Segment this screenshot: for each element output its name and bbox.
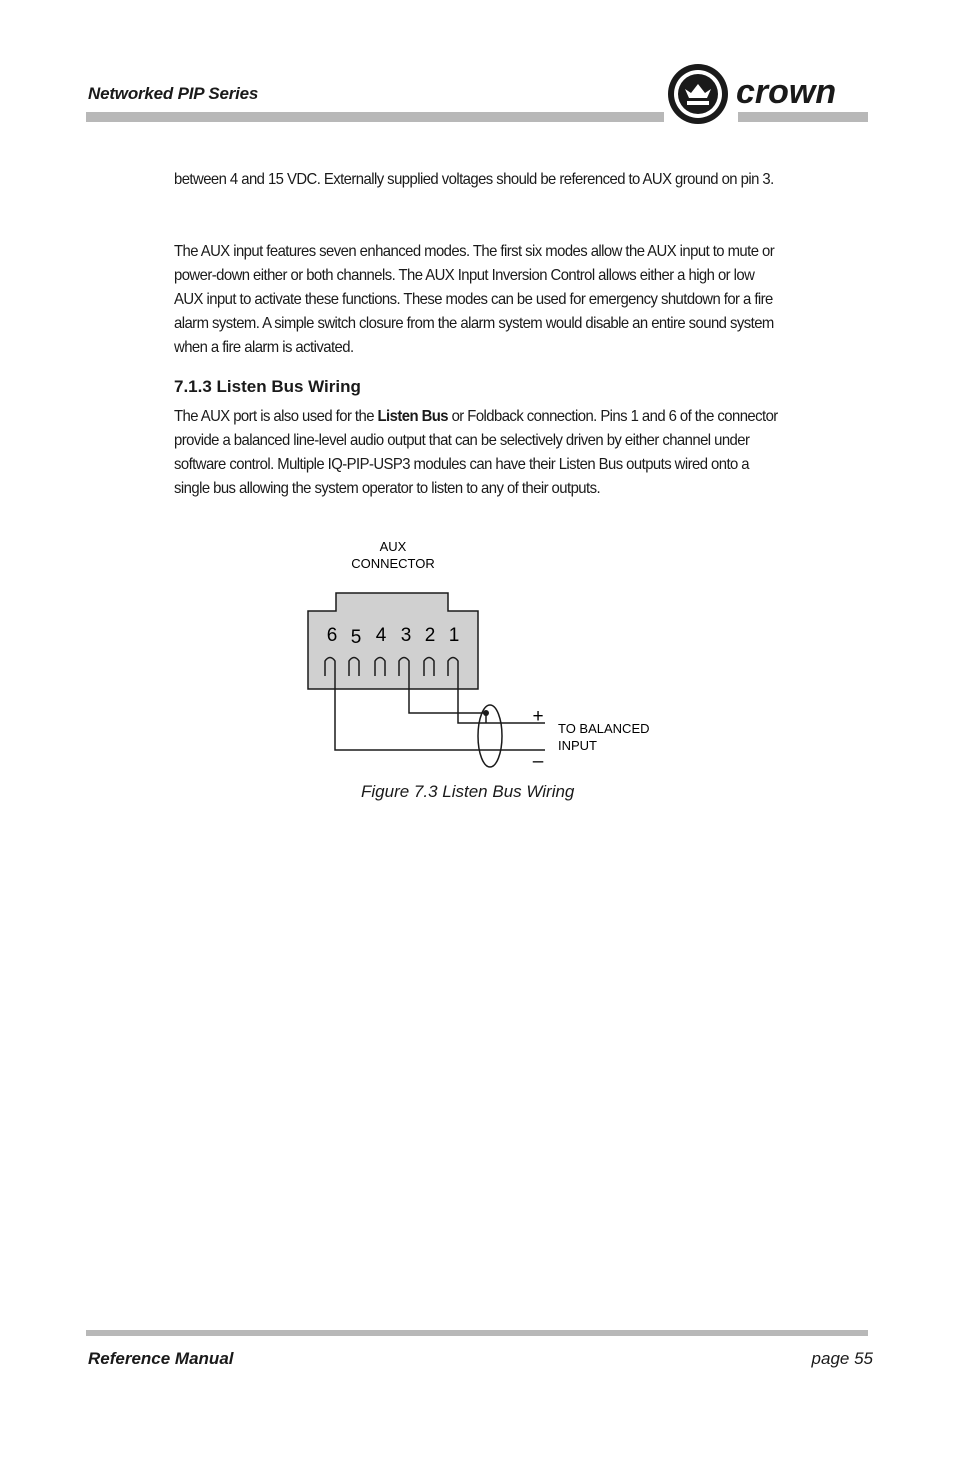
header-rule-left — [86, 112, 664, 122]
p3-text-after: or Foldback connection. Pins 1 and 6 of the connector provide a balanced line-level audio output that can be selectively driven by either channel under software control. Multiple IQ-PIP-USP3 modules can have their Listen Bus outputs wired onto a single bus allowing the system operator to listen to any of their outputs. — [174, 408, 778, 497]
paragraph-3 — [174, 405, 780, 501]
pin-number-5: 5 — [350, 627, 362, 648]
shield-ellipse — [478, 705, 502, 767]
shield-junction — [483, 710, 489, 716]
plus-sign: + — [532, 706, 544, 727]
logo-wordmark: crown — [736, 73, 837, 111]
connector-label-line2: CONNECTOR — [351, 556, 435, 571]
series-title: Networked PIP Series — [88, 84, 259, 103]
section-heading: 7.1.3 Listen Bus Wiring — [174, 377, 361, 396]
p3-bold-term: Listen Bus — [377, 408, 449, 425]
pin-number-4: 4 — [375, 625, 387, 646]
figure-caption: Figure 7.3 Listen Bus Wiring — [361, 782, 575, 801]
aux-connector-diagram — [300, 535, 680, 785]
connector-label-line1: AUX — [379, 539, 407, 554]
footer-page-number: page 55 — [811, 1349, 873, 1368]
paragraph-1: between 4 and 15 VDC. Externally supplied voltages should be referenced to AUX ground on pin 3. — [174, 171, 774, 188]
minus-sign: – — [532, 751, 544, 772]
crown-logo — [666, 61, 871, 127]
p3-text-before: The AUX port is also used for the — [174, 408, 378, 425]
destination-label-line1: TO BALANCED — [558, 721, 650, 736]
pin-number-3: 3 — [400, 625, 412, 646]
destination-label-line2: INPUT — [558, 738, 597, 753]
footer-rule — [86, 1330, 868, 1336]
pin-number-1: 1 — [448, 625, 460, 646]
pin-number-6: 6 — [326, 625, 338, 646]
pin-number-2: 2 — [424, 625, 436, 646]
footer-manual-title: Reference Manual — [88, 1349, 234, 1368]
paragraph-2: The AUX input features seven enhanced modes. The first six modes allow the AUX input to mute or power-down either or both channels. The AUX Input Inversion Control allows either a high or low AUX input to activate these functions. These modes can be used for emergency shutdown for a fire alarm system. A simple switch closure from the alarm system would disable an entire sound system when a fire alarm is activated. — [174, 243, 775, 356]
